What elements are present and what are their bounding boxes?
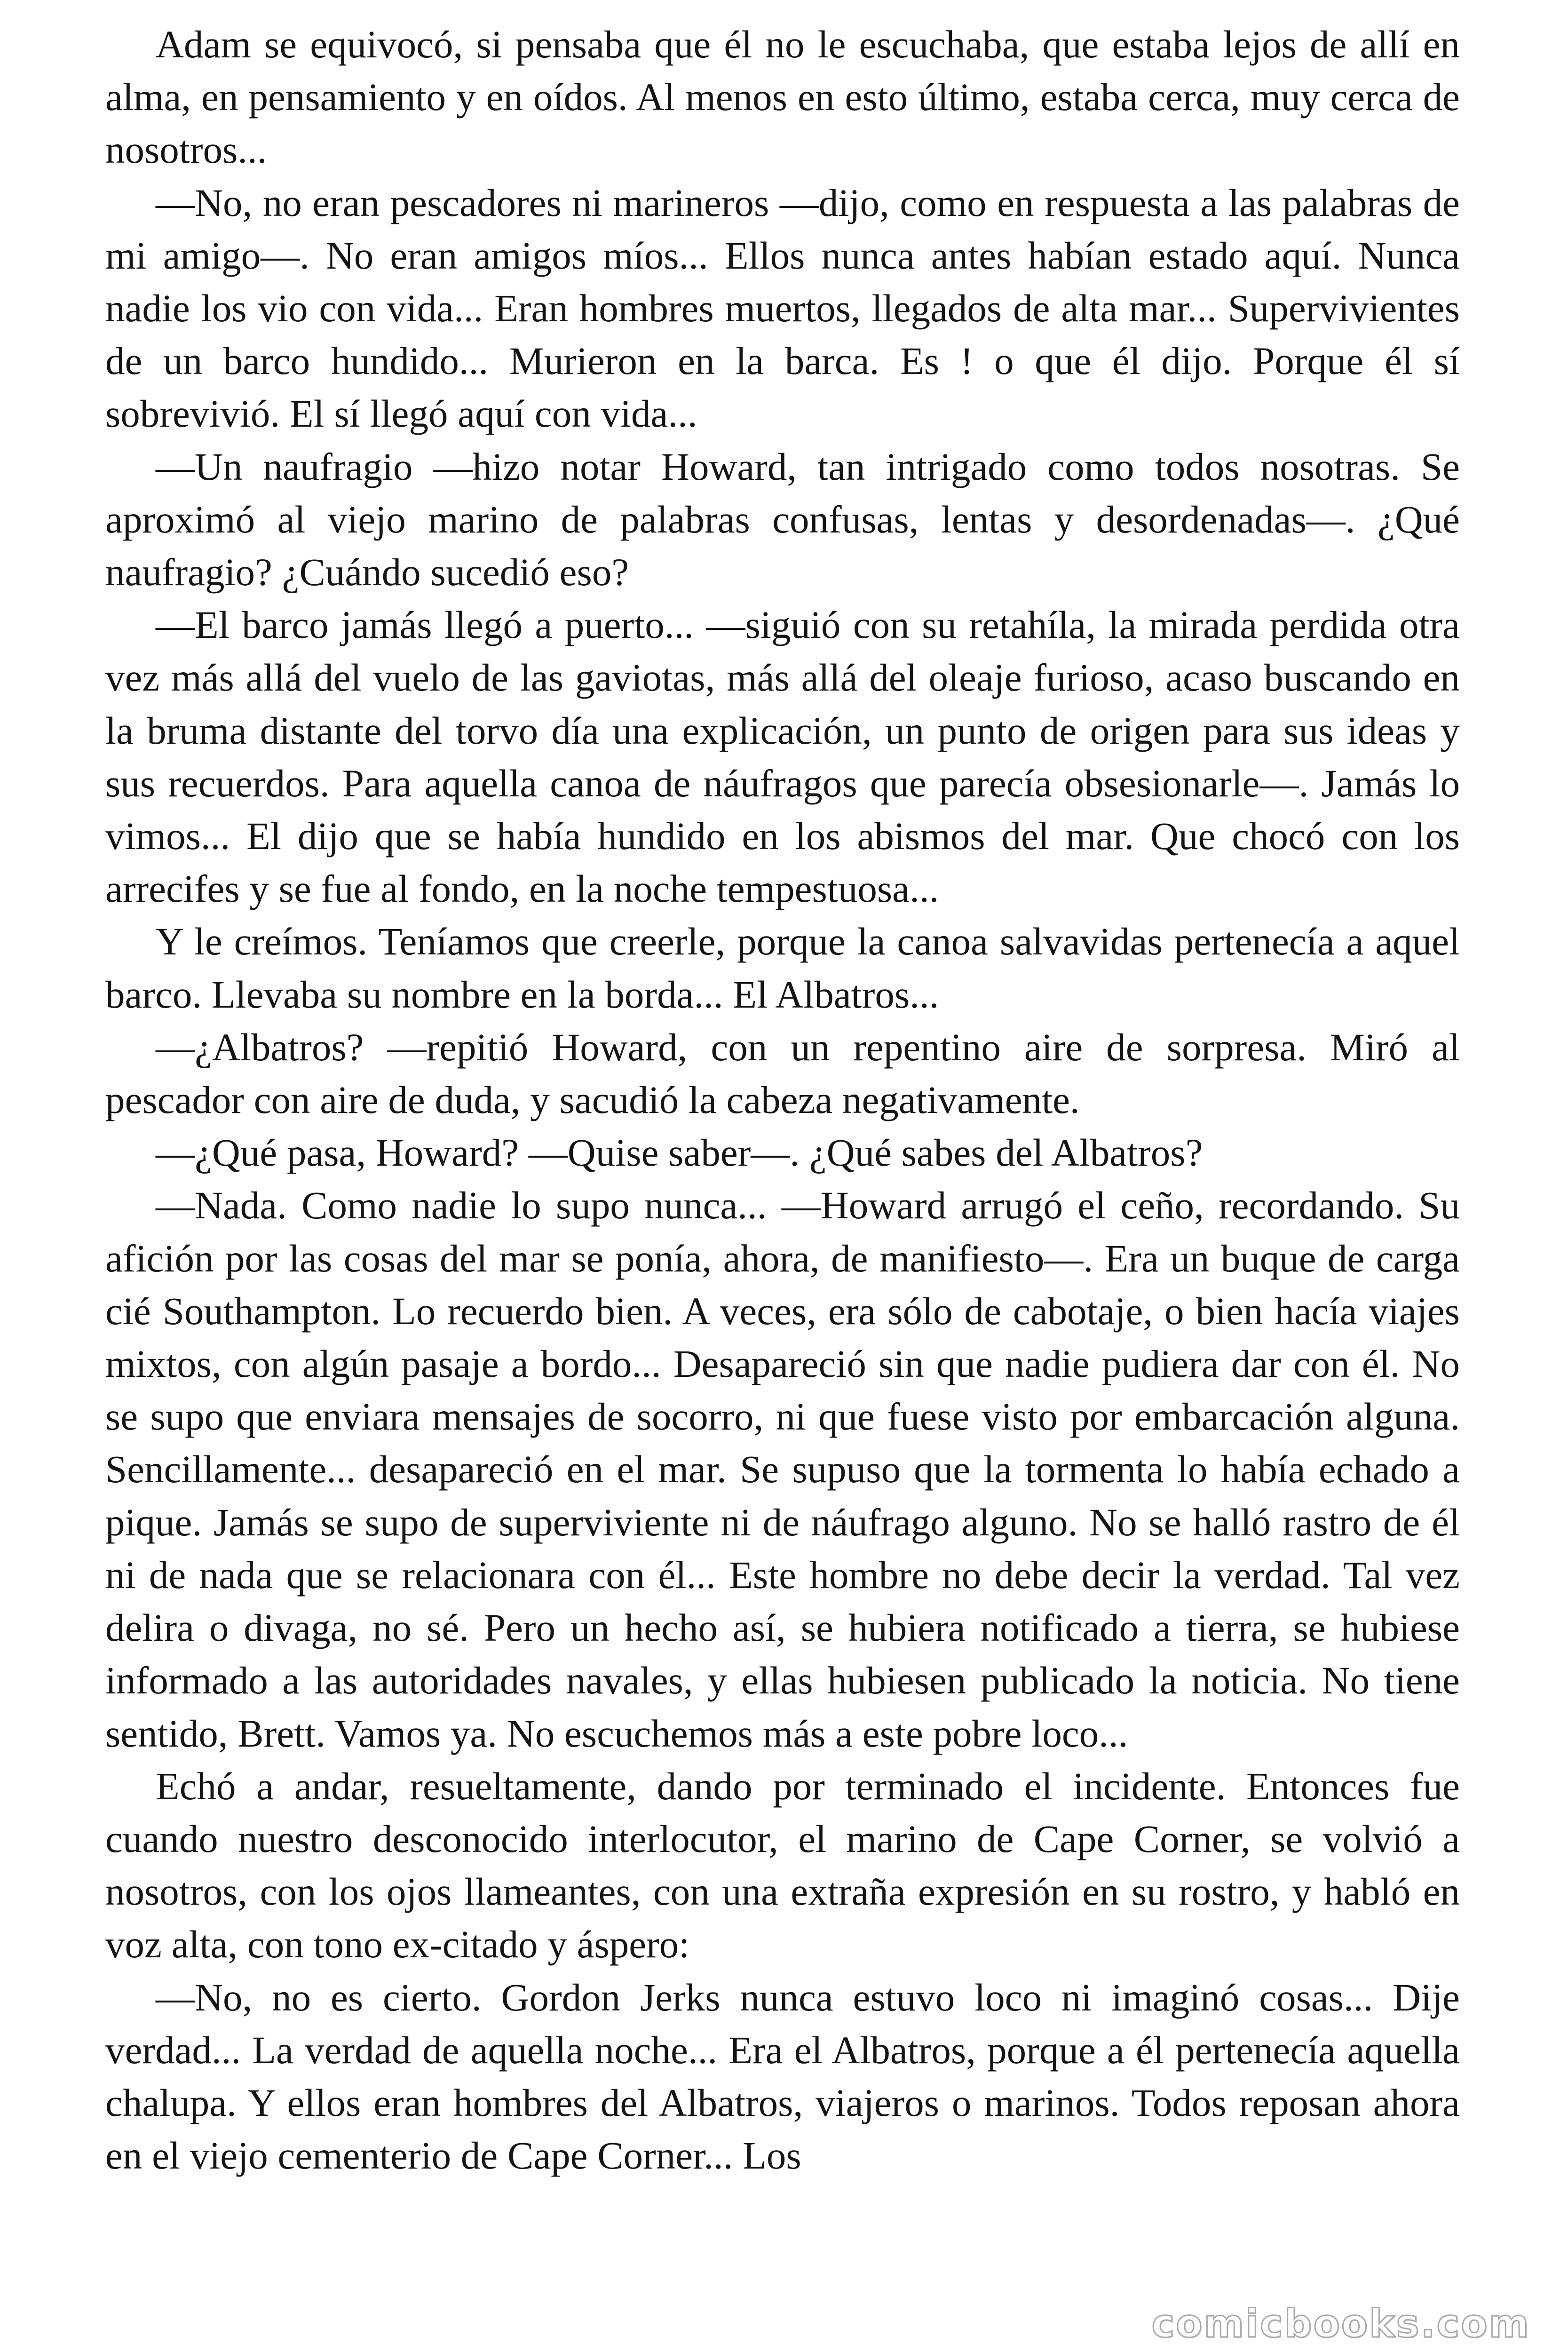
paragraph-9: Echó a andar, resueltamente, dando por terminado el incidente. Entonces fue cuando nuestro desconocido interlocutor, el marino de Cape Corner, se volvió a nosotros, con los ojos llameantes, con una extraña expresión en su rostro, y habló en voz alta, con tono ex-citado y áspero: (105, 1764, 1460, 1966)
body-text (105, 18, 1460, 2182)
paragraph-8: —Nada. Como nadie lo supo nunca... —Howard arrugó el ceño, recordando. Su afición por las cosas del mar se ponía, ahora, de manifiesto—. Era un buque de carga cié Southampton. Lo recuerdo bien. A veces, era sólo de cabotaje, o bien hacía viajes mixtos, con algún pasaje a bordo... Desapareció sin que nadie pudiera dar con él. No se supo que enviara mensajes de socorro, ni que fuese visto por embarcación alguna. Sencillamente... desapareció en el mar. Se supuso que la tormenta lo había echado a pique. Jamás se supo de superviviente ni de náufrago alguno. No se halló rastro de él ni de nada que se relacionara con él... Este hombre no debe decir la verdad. Tal vez delira o divaga, no sé. Pero un hecho así, se hubiera notificado a tierra, se hubiese informado a las autoridades navales, y ellas hubiesen publicado la noticia. No tiene sentido, Brett. Vamos ya. No escuchemos más a este pobre loco... (105, 1184, 1460, 1755)
paragraph-7: —¿Qué pasa, Howard? —Quise saber—. ¿Qué sabes del Albatros? (156, 1131, 1203, 1175)
paragraph-1: Adam se equivocó, si pensaba que él no le escuchaba, que estaba lejos de allí en alma, en pensamiento y en oídos. Al menos en esto último, estaba cerca, muy cerca de nosotros... (105, 23, 1460, 172)
paragraph-10: —No, no es cierto. Gordon Jerks nunca estuvo loco ni imaginó cosas... Dije verdad... La verdad de aquella noche... Era el Albatros, porque a él pertenecía aquella chalupa. Y ellos eran hombres del Albatros, viajeros o marinos. Todos reposan ahora en el viejo cementerio de Cape Corner... Los (105, 1975, 1460, 2177)
paragraph-3: —Un naufragio —hizo notar Howard, tan intrigado como todos nosotras. Se aproximó al viejo marino de palabras confusas, lentas y desordenadas—. ¿Qué naufragio? ¿Cuándo sucedió eso? (105, 445, 1460, 594)
paragraph-2: —No, no eran pescadores ni marineros —dijo, como en respuesta a las palabras de mi amigo—. No eran amigos míos... Ellos nunca antes habían estado aquí. Nunca nadie los vio con vida... Eran hombres muertos, llegados de alta mar... Supervivientes de un barco hundido... Murieron en la barca. Es ! o que él dijo. Porque él sí sobrevivió. El sí llegó aquí con vida... (105, 181, 1460, 436)
paragraph-5: Y le creímos. Teníamos que creerle, porque la canoa salvavidas pertenecía a aquel barco. Llevaba su nombre en la borda... El Albatros... (105, 920, 1460, 1016)
paragraph-6: —¿Albatros? —repitió Howard, con un repentino aire de sorpresa. Miró al pescador con aire de duda, y sacudió la cabeza negativamente. (105, 1025, 1460, 1122)
paragraph-4: —El barco jamás llegó a puerto... —siguió con su retahíla, la mirada perdida otra vez más allá del vuelo de las gaviotas, más allá del oleaje furioso, acaso buscando en la bruma distante del torvo día una explicación, un punto de origen para sus ideas y sus recuerdos. Para aquella canoa de náufragos que parecía obsesionarle—. Jamás lo vimos... El dijo que se había hundido en los abismos del mar. Que chocó con los arrecifes y se fue al fondo, en la noche tempestuosa... (105, 603, 1460, 911)
watermark-logo: comicbooks.com (1151, 2302, 1530, 2346)
